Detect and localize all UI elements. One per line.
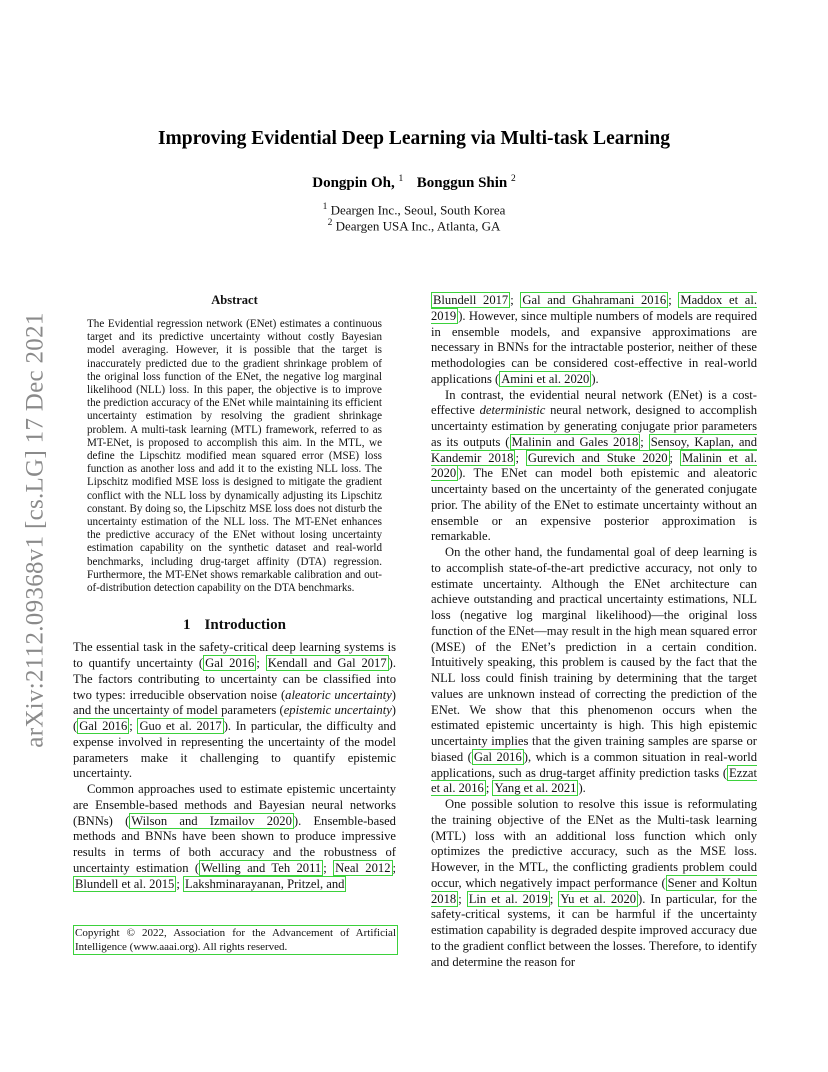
citation-link[interactable]: Gal 2016 (473, 749, 522, 764)
intro-paragraph (73, 782, 396, 892)
left-column (73, 293, 396, 892)
text-run: ), which is a common situation in real-world applications, such as drug-target affinity prediction tasks ( (431, 749, 758, 780)
citation-link[interactable]: Gal 2016 (79, 719, 128, 734)
citation-link[interactable]: Blundell et al. 2015 (75, 876, 175, 891)
section-number: 1 (183, 617, 191, 634)
section-heading (73, 617, 396, 634)
text-run: ; (129, 719, 138, 734)
text-run: ) ( (73, 703, 396, 734)
citation-link[interactable]: Sener and Koltun 2018 (431, 875, 757, 906)
text-run: ; (515, 450, 526, 465)
section-title: Introduction (204, 617, 286, 634)
abstract-body: The Evidential regression network (ENet) estimates a continuous target and its predictive uncertainty without costly Bayesian model averaging. However, it is possible that the target is inaccurately predicted due to the gradient shrinkage problem of the original loss function of the ENet, the negative log marginal likelihood (NLL) loss. In this paper, the objective is to improve the prediction accuracy of the ENet while maintaining its efficient uncertainty estimation by resolving the gradient shrinkage problem. A multi-task learning (MTL) framework, referred to as MT-ENet, is proposed to accomplish this aim. In the MTL, we define the Lipschitz modified mean squared error (MSE) loss function as another loss and add it to the existing NLL loss. The Lipschitz modified MSE loss is designed to mitigate the gradient conflict with the NLL loss by dynamically adjusting its Lipschitz constant. By doing so, the Lipschitz MSE loss does not disturb the uncertainty estimation of the NLL loss. The MT-ENet enhances the predictive accuracy of the ENet without losing uncertainty estimation capability on the synthetic dataset and real-world benchmarks, including drug-target affinity (DTA) regression. Furthermore, the MT-ENet shows remarkable calibration and out-of-distribution detection capability on the DTA benchmarks. (87, 318, 382, 595)
text-run: ). (578, 781, 586, 796)
citation-link[interactable]: Yang et al. 2021 (494, 781, 577, 796)
citation-link[interactable]: Blundell 2017 (433, 293, 509, 307)
author-name: Dongpin Oh, (312, 175, 395, 191)
affil-mark: 1 (322, 202, 328, 212)
text-run: ). Ensemble-based methods and BNNs have been shown to produce impressive results in terms of both accuracy and the robustness of uncertainty estimation ( (73, 813, 396, 875)
citation-link[interactable]: Gal 2016 (205, 656, 255, 671)
citation-link[interactable]: Yu et al. 2020 (560, 891, 637, 906)
text-run: ; (458, 891, 467, 906)
copyright-footnote[interactable]: Copyright © 2022, Association for the Advancement of Artificial Intelligence (www.aaai.org). All rights reserved. (75, 927, 396, 953)
affil-text: Deargen USA Inc., Atlanta, GA (335, 218, 501, 234)
affil-mark: 2 (327, 218, 333, 228)
intro-paragraph (431, 545, 757, 797)
text-run: ). In particular, for the safety-critical systems, it can be harmful if the uncertainty estimation capability is degraded despite improved accuracy due to the gradient conflict between the losses. Therefore, to identify and determine the reason for (431, 891, 757, 969)
citation-link[interactable]: Lakshminarayanan, Pritzel, and (185, 876, 345, 891)
citation-link[interactable]: Amini et al. 2020 (501, 371, 590, 386)
text-run: neural network, designed to accomplish uncertainty estimation by generating conjugate prior parameters as its outputs ( (431, 403, 757, 449)
text-run: ). However, since multiple numbers of models are required in ensemble models, and expansive approximations are necessary in BNNs for the intractable posterior, neither of these methodologies can be considered cost-effective in real-world applications ( (431, 308, 757, 386)
citation-link[interactable]: Ezzat et al. 2016 (431, 765, 757, 796)
text-run: ; (256, 656, 266, 671)
emphasis: epistemic uncertainty (283, 703, 392, 718)
text-run: ; (549, 891, 559, 906)
text-run: ). In particular, the difficulty and expense involved in representing the uncertainty of the model parameters make it challenging to quantify epistemic uncertainty. (73, 719, 396, 781)
text-run: ; (485, 781, 493, 796)
citation-link[interactable]: Gurevich and Stuke 2020 (527, 450, 668, 465)
author-affil-mark: 2 (511, 174, 516, 184)
abstract-heading: Abstract (211, 293, 258, 307)
text-run: The essential task in the safety-critical deep learning systems is to quantify uncertainty ( (73, 640, 396, 671)
citation-link[interactable]: Neal 2012 (335, 860, 391, 875)
citation-link[interactable]: Guo et al. 2017 (139, 719, 222, 734)
intro-paragraph (431, 797, 757, 970)
text-run: One possible solution to resolve this issue is reformulating the training objective of the ENet as the Multi-task learning (MTL) loss with an additional loss function which only optimizes the predictive accuracy, such as the MSE loss. However, in the MTL, the conflicting gradients problem could occur, which negatively impact performance ( (431, 797, 757, 890)
right-column (431, 293, 757, 970)
citation-link[interactable]: Maddox et al. 2019 (431, 293, 758, 323)
text-run: On the other hand, the fundamental goal of deep learning is to accomplish state-of-the-art predictive accuracy, not only to estimate uncertainty. Although the ENet architecture can achieve outstanding and practical uncertainty estimations, NLL loss (negative log marginal likelihood)—the original loss function of the ENet—may result in the high mean squared error (MSE) of the ENet’s prediction in a certain condition. Intuitively speaking, this problem is caused by the fact that the NLL loss could finish training by determining that the target values are unknown instead of correcting the prediction of the ENet. We show that this phenomenon occurs when the estimated epistemic uncertainty is high. This high epistemic uncertainty implies that the given training samples are sparse or biased ( (431, 545, 757, 764)
emphasis: aleatoric uncertainty (285, 687, 392, 702)
text-run: ). The factors contributing to uncertainty can be classified into two types: irreducible observation noise ( (73, 656, 396, 702)
citation-link[interactable]: Malinin and Gales 2018 (511, 434, 639, 449)
paper-title: Improving Evidential Deep Learning via Multi-task Learning (157, 128, 671, 149)
citation-link[interactable]: Gal and Ghahramani 2016 (522, 293, 667, 307)
text-run: ; (640, 434, 649, 449)
citation-link[interactable]: Sensoy, Kaplan, and Kandemir 2018 (431, 434, 757, 465)
author-affil-mark: 1 (398, 174, 404, 184)
text-run: ; (392, 860, 396, 875)
affiliation-line (0, 218, 828, 234)
text-run: ; (176, 876, 183, 891)
intro-paragraph (431, 388, 757, 546)
citation-link[interactable]: Lin et al. 2019 (468, 891, 548, 906)
author-name: Bonggun Shin (416, 175, 508, 191)
text-run: ; (668, 293, 679, 307)
text-run: Common approaches used to estimate epistemic uncertainty are Ensemble-based methods and Bayesian neural networks (BNNs) ( (73, 782, 396, 828)
citation-link[interactable]: Welling and Teh 2011 (201, 860, 322, 875)
text-run: ). The ENet can model both epistemic and aleatoric uncertainty based on the uncertainty of the generated conjugate prior. The ability of the ENet to estimate uncertainty without an ensemble or an expensive posterior approximation is remarkable. (431, 466, 757, 544)
author-line (0, 174, 828, 192)
citation-link[interactable]: Malinin et al. 2020 (431, 450, 757, 481)
affiliation-line (0, 202, 828, 218)
text-run: ) and the uncertainty of model parameters ( (73, 687, 396, 718)
emphasis: deterministic (479, 403, 546, 418)
citation-link[interactable]: Kendall and Gal 2017 (267, 656, 387, 671)
affil-text: Deargen Inc., Seoul, South Korea (330, 202, 506, 218)
text-run: ; (323, 860, 334, 875)
arxiv-identifier: arXiv:2112.09368v1 [cs.LG] 17 Dec 2021 (22, 312, 50, 748)
arxiv-stamp (14, 300, 58, 760)
text-run: ). (591, 371, 599, 386)
intro-paragraph (431, 293, 757, 388)
text-run: ; (510, 293, 521, 307)
intro-paragraph (73, 640, 396, 782)
text-run: ; (669, 450, 680, 465)
citation-link[interactable]: Wilson and Izmailov 2020 (131, 813, 292, 828)
text-run: In contrast, the evidential neural network (ENet) is a cost-effective (431, 387, 757, 418)
